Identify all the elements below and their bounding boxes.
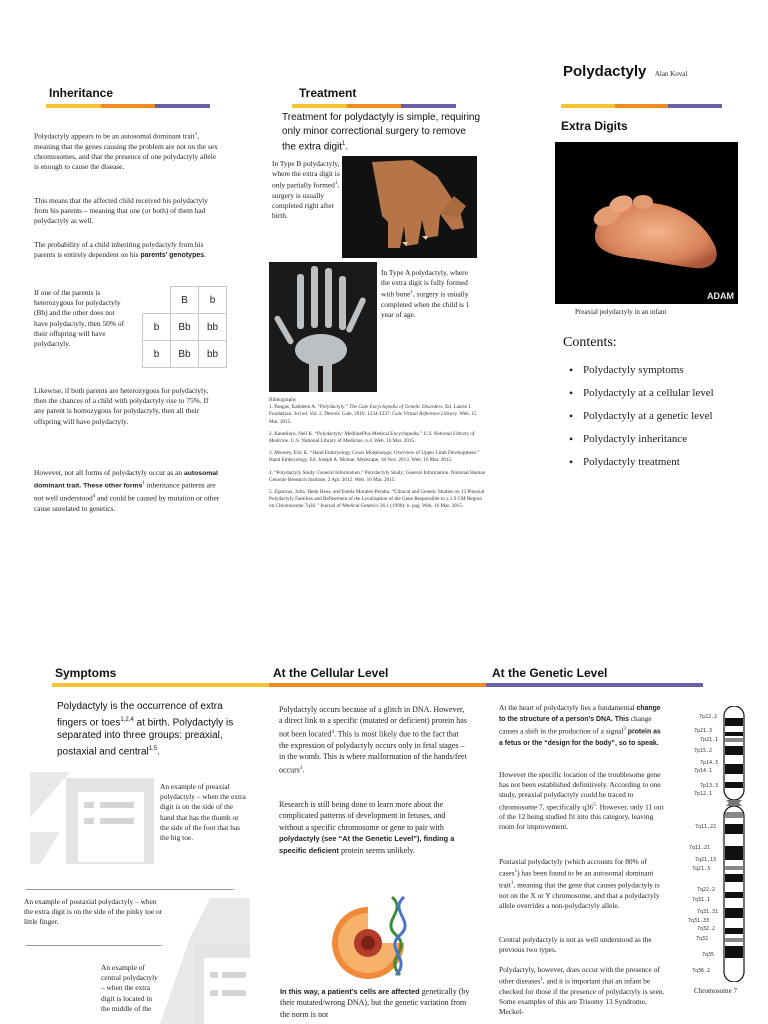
extra-digits-heading: Extra Digits bbox=[561, 119, 628, 133]
inheritance-heading: Inheritance bbox=[49, 86, 114, 100]
adam-watermark: ADAM bbox=[707, 291, 734, 301]
punnett-row-label-2: b bbox=[143, 341, 171, 368]
band-label: 7p13.3 bbox=[700, 783, 719, 789]
cell-dna-illustration bbox=[322, 893, 426, 981]
cellular-heading: At the Cellular Level bbox=[273, 666, 389, 680]
band-label: 7q32.2 bbox=[697, 926, 716, 932]
preaxial-image-placeholder bbox=[30, 772, 156, 864]
symptoms-lead: Polydactyly is the occurrence of extra fingers or toes$^{1,2,4}$ at birth. Polydactyly is separated into three groups: preaxial, postaxial and central$^{1,5}$. bbox=[57, 701, 234, 758]
image-placeholder-icon bbox=[160, 898, 250, 1024]
bibliography-entry: 5. Zguricas, Julia, Henk Heus, and Estela Morales-Peralta. “Clinical and Genetic Studies on 12 Preaxial Polydactyly Families and Refinement of the Localisation of the Gene Responsible to a 1.9 CM Region on Chromosome 7q36.” Journal of Medical Genetics 36.1 (1998): n. pag. Web. 16 Mar. 2015. bbox=[269, 489, 485, 510]
band-label: 7p22.2 bbox=[699, 714, 718, 720]
postaxial-divider-bottom bbox=[26, 945, 162, 946]
inheritance-paragraph-5: Likewise, if both parents are heterozygous for polydactyly, then the chances of a child with polydactyly rise to 75%. If any parent is homozygous for polydactyly, then all their offspring will have polydactyly. bbox=[34, 386, 209, 426]
punnett-corner bbox=[143, 287, 171, 314]
contents-item[interactable]: • Polydactyly treatment bbox=[563, 455, 723, 469]
band-label: 7p12.1 bbox=[694, 791, 713, 797]
inheritance-paragraph-2: This means that the affected child received his polydactyly from his parents – meaning that one (or both) of them had polydactyly as well. bbox=[34, 196, 208, 226]
preaxial-caption: An example of preaxial polydactyly – when the extra digit is on the side of the hand that has the thumb or the side of the foot that has the big toe. bbox=[160, 782, 246, 843]
type-a-xray-photo bbox=[269, 262, 377, 392]
band-label: 7p14.1 bbox=[694, 768, 713, 774]
band-label: 7q36.2 bbox=[692, 968, 711, 974]
cellular-paragraph-3: In this way, a patient’s cells are affected genetically (by their mutated/wrong DNA), but the genetic variation from the norm is not bbox=[280, 987, 470, 1019]
band-label: 7q35 bbox=[702, 952, 715, 958]
title-color-bar bbox=[561, 104, 722, 108]
band-label: 7q21.3 bbox=[692, 866, 711, 872]
punnett-cell: bb bbox=[199, 314, 227, 341]
cellular-paragraph-1: Polydactyly occurs because of a glitch in DNA. However, a direct link to a specific (mutated or deficient) protein has not been located$^4$. This is most likely due to the fact that the expression of polydactyly occurs only in fetal stages – in the womb. This is where malformation of the hands/feet occurs$^3$. bbox=[279, 705, 467, 775]
band-label: 7p21.3 bbox=[694, 728, 713, 734]
cellular-paragraph-2: Research is still being done to learn more about the complicated patterns of development in fetuses, and without a specific chromosome or gene to pair with polydactyly (see “At the Genetic Level”), finding a specific deficient protein seems unlikely. bbox=[279, 800, 455, 855]
treatment-color-bar bbox=[292, 104, 456, 108]
chromosome-icon bbox=[722, 706, 746, 982]
contents-item[interactable]: • Polydactyly symptoms bbox=[563, 363, 723, 377]
bibliography-entry: 4. “Polydactyly Study: General Information.” Polydactyly Study: General Information. National Human Genome Research Institute, 2 Apr. 2012. Web. 16 Mar. 2015. bbox=[269, 469, 486, 483]
inheritance-paragraph-1: Polydactyly appears to be an autosomal dominant trait$^1$, meaning that the genes causing the problem are not on the sex chromosomes, and that the presence of one polydactyly allele is enough to cause the disease. bbox=[34, 131, 218, 172]
contents-title: Contents: bbox=[563, 335, 617, 350]
band-label: 7q11.21 bbox=[689, 845, 711, 851]
central-image-placeholder bbox=[160, 898, 250, 1024]
contents-item[interactable]: • Polydactyly inheritance bbox=[563, 432, 723, 446]
genetic-paragraph-2: However the specific location of the troublesome gene has not been established definitively. According to one study, preaxial polydactyly could be traced to chromosome 7, specifically $q36^5$. However, only 11 out of the 12 being studied fit into this category, leaving room for improvement. bbox=[499, 770, 664, 832]
bibliography-entry: 1. Pangas, Kathleen A. “Polydactyly.” The Gale Encyclopedia of Genetic Disorders. Ed. Laurie J. Fundukian. 3rd ed. Vol. 2. Detroit: Gale, 2010. 1234-1237. Gale Virtual Reference Library. Web. 15 Mar. 2015. bbox=[269, 404, 477, 425]
bibliography bbox=[269, 397, 487, 516]
bottom-color-bar bbox=[52, 683, 703, 687]
band-label: 7p15.2 bbox=[694, 748, 713, 754]
bibliography-entry: 2. Kaneshiro, Neil K. “Polydactyly: MedlinePlus Medical Encyclopedia.” U.S. National Library of Medicine. U.S. National Library of Medicine, n.d. Web. 16 Mar. 2015. bbox=[269, 430, 475, 445]
page-title: Polydactyly Alan Koval bbox=[563, 63, 688, 80]
type-b-hand-photo bbox=[342, 156, 477, 258]
treatment-heading: Treatment bbox=[299, 86, 357, 100]
bibliography-title: Bibliography bbox=[269, 397, 297, 403]
xray-hand-icon bbox=[269, 262, 377, 392]
contents-item[interactable]: • Polydactyly at a cellular level bbox=[563, 386, 723, 400]
punnett-header-2: b bbox=[199, 287, 227, 314]
punnett-cell: Bb bbox=[171, 314, 199, 341]
hand-icon bbox=[342, 156, 477, 258]
infant-hand-icon bbox=[555, 142, 738, 304]
treatment-type-a: In Type A polydactyly, where the extra digit is fully formed with bone$^1$, surgery is usually completed when the child is 1 year of age. bbox=[381, 268, 470, 320]
punnett-cell: bb bbox=[199, 341, 227, 368]
band-label: 7q31.33 bbox=[688, 918, 710, 924]
central-caption: An example of central polydactyly – when the extra digit is located in the middle of the bbox=[101, 963, 158, 1013]
genetic-paragraph-5: Polydactyly, however, does occur with the presence of other diseases$^1$, and it is important that an infant be checked for those if the presence of polydactyly is seen. Some examples of this are Trisomy 13 Syndrome, Meckel- bbox=[499, 965, 665, 1017]
band-label: 7q21.13 bbox=[695, 857, 717, 863]
genetic-paragraph-1: At the heart of polydactyly lies a fundamental change to the structure of a person’s DNA. This change causes a shift in the production of a signal$^3$ protein as a fetus or the “design for the body”, so to speak. bbox=[499, 703, 661, 748]
contents-item[interactable]: • Polydactyly at a genetic level bbox=[563, 409, 723, 423]
genetic-heading: At the Genetic Level bbox=[492, 666, 608, 680]
band-label: 7q31.31 bbox=[697, 909, 719, 915]
chromosome-caption: Chromosome 7 bbox=[694, 987, 737, 995]
punnett-header-1: B bbox=[171, 287, 199, 314]
contents-list bbox=[563, 363, 723, 478]
band-label: 7p14.3 bbox=[700, 760, 719, 766]
author-name: Alan Koval bbox=[654, 70, 688, 78]
punnett-square bbox=[142, 286, 227, 368]
postaxial-divider-top bbox=[26, 889, 234, 890]
inheritance-paragraph-3: The probability of a child inheriting polydactyly from his parents is entirely dependent on his parents’ genotypes. bbox=[34, 240, 206, 260]
cell-dna-icon bbox=[322, 893, 426, 981]
punnett-cell: Bb bbox=[171, 341, 199, 368]
image-placeholder-icon bbox=[30, 772, 156, 864]
inheritance-paragraph-6: However, not all forms of polydactyly occur as an autosomal dominant trait. These other forms$^1$ inheritance patterns are not well understood$^4$ and could be caused by mutation or other cause unrelated to genetics. bbox=[34, 468, 220, 513]
postaxial-caption: An example of postaxial polydactyly – when the extra digit is on the side of the pinky toe or little finger. bbox=[24, 897, 163, 927]
genetic-paragraph-4: Central polydactyly is not as well understood as the previous two types. bbox=[499, 935, 652, 955]
inheritance-color-bar bbox=[46, 104, 210, 108]
chromosome-7-ideogram bbox=[722, 706, 746, 982]
treatment-type-b: In Type B polydactyly, where the extra digit is only partially formed$^1$, surgery is usually completed right after birth. bbox=[272, 159, 340, 221]
symptoms-heading: Symptoms bbox=[55, 666, 117, 680]
punnett-row-label-1: b bbox=[143, 314, 171, 341]
bibliography-entry: 3. Mooney, Eric K. “Hand Embryology Gross Morphologic Overview of Upper Limb Development.” Hand Embryology. Ed. Joseph A. Molnar. Medscape, 18 Nov. 2013. Web. 16 Mar. 2015. bbox=[269, 450, 480, 464]
band-label: 7q22.2 bbox=[697, 887, 716, 893]
band-label: 7q32 bbox=[696, 936, 709, 942]
treatment-lead: Treatment for polydactyly is simple, requiring only minor correctional surgery to remove the extra digit$^1$. bbox=[282, 112, 481, 153]
band-label: 7p21.1 bbox=[700, 737, 719, 743]
genetic-paragraph-3: Postaxial polydactyly (which accounts for 80% of cases$^1$) has been found to be an autosomal dominant trait$^1$, meaning that the gene that causes polydactyly is not on the X or Y chromosome, and that a polydactyly allele overrides a non-polydactyly allele. bbox=[499, 857, 660, 910]
infant-hand-photo bbox=[555, 142, 738, 304]
infant-photo-caption: Preaxial polydactyly in an infant bbox=[575, 308, 667, 316]
band-label: 7q11.22 bbox=[695, 824, 717, 830]
inheritance-paragraph-4: If one of the parents is heterozygous for polydactyly (Bb) and the other does not have polydactyly, then 50% of their offspring will have polydactyly. bbox=[34, 288, 125, 349]
band-label: 7q31.1 bbox=[692, 897, 711, 903]
